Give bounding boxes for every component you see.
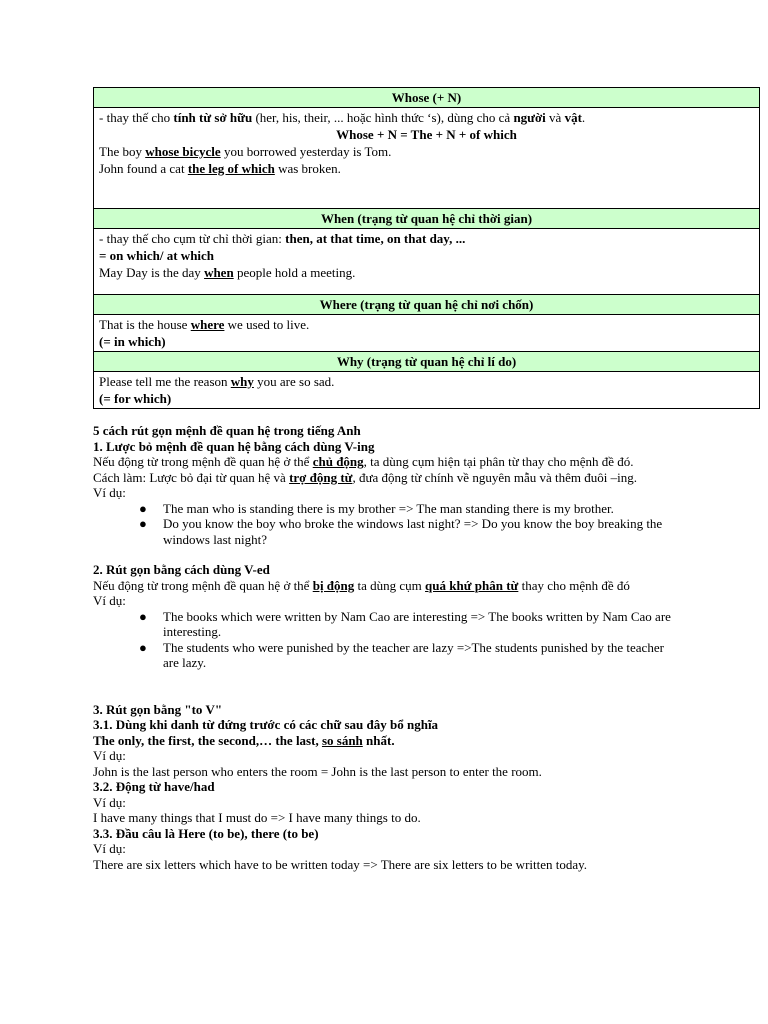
when-equivalent: = on which/ at which — [99, 248, 215, 263]
s3-heading: 3. Rút gọn bằng "to V" — [93, 701, 223, 717]
s2-heading: 2. Rút gọn bằng cách dùng V-ed — [93, 562, 270, 577]
list-item: ● The students who were punished by the teacher are lazy =>The students punished by the teacher are lazy. — [139, 639, 664, 670]
s2-example-label: Ví dụ: — [93, 593, 126, 608]
s2-example-list — [93, 609, 673, 671]
whose-formula: Whose + N = The + N + of which — [336, 127, 517, 142]
where-cell — [94, 315, 760, 352]
whose-example-1: The boy whose bicycle you borrowed yesterday is Tom. — [99, 144, 392, 159]
s3-example-label-1: Ví dụ: — [93, 748, 126, 763]
whose-definition: - thay thế cho tính từ sở hữu (her, his, their, ... hoặc hình thức ‘s), dùng cho cả người và vật. — [99, 110, 586, 125]
s1-example-label: Ví dụ: — [93, 485, 126, 500]
s3-sub2-heading: 3.2. Động từ have/had — [93, 779, 215, 794]
s3-sub1-heading: 3.1. Dùng khi danh từ đứng trước có các chữ sau đây bổ nghĩa — [93, 717, 439, 732]
when-header: When (trạng từ quan hệ chỉ thời gian) — [94, 209, 760, 229]
where-example: That is the house where we used to live. — [99, 317, 310, 332]
s3-example-label-2: Ví dụ: — [93, 794, 126, 810]
where-note: (= in which) — [99, 334, 166, 349]
where-header: Where (trạng từ quan hệ chỉ nơi chốn) — [94, 295, 760, 315]
s1-example-list — [93, 501, 673, 548]
s2-paragraph-1: Nếu động từ trong mệnh đề quan hệ ở thể bị động ta dùng cụm quá khứ phân từ thay cho mệnh đề đó — [93, 577, 630, 593]
why-note: (= for which) — [99, 391, 172, 406]
whose-header: Whose (+ N) — [94, 88, 760, 108]
reduction-section — [93, 423, 673, 872]
list-item: ● The books which were written by Nam Cao are interesting => The books written by Nam Cao are interesting. — [139, 608, 671, 639]
s3-example-2: I have many things that I must do => I have many things to do. — [93, 810, 421, 825]
list-item: ● The man who is standing there is my brother => The man standing there is my brother. — [139, 500, 614, 516]
s3-example-3: There are six letters which have to be written today => There are six letters to be written today. — [93, 856, 588, 872]
list-item: ● Do you know the boy who broke the windows last night? => Do you know the boy breaking the windows last night? — [139, 516, 663, 547]
s3-sub1-keywords: The only, the first, the second,… the last, so sánh nhất. — [93, 732, 395, 748]
why-example: Please tell me the reason why you are so sad. — [99, 374, 335, 389]
s3-example-1: John is the last person who enters the room = John is the last person to enter the room. — [93, 763, 542, 779]
s3-example-label-3: Ví dụ: — [93, 841, 126, 856]
why-header: Why (trạng từ quan hệ chỉ lí do) — [94, 352, 760, 372]
s1-heading: 1. Lược bỏ mệnh đề quan hệ bằng cách dùng V-ing — [93, 438, 375, 454]
s1-paragraph-2: Cách làm: Lược bỏ đại từ quan hệ và trợ động từ, đưa động từ chính về nguyên mẫu và thêm đuôi –ing. — [93, 469, 637, 485]
s1-paragraph-1: Nếu động từ trong mệnh đề quan hệ ở thể chủ động, ta dùng cụm hiện tại phân từ thay cho mệnh đề đó. — [93, 454, 634, 469]
whose-example-2: John found a cat the leg of which was broken. — [99, 161, 341, 176]
s3-sub3-heading: 3.3. Đầu câu là Here (to be), there (to be) — [93, 825, 319, 841]
why-cell — [94, 372, 760, 409]
when-cell — [94, 229, 760, 295]
section-title: 5 cách rút gọn mệnh đề quan hệ trong tiếng Anh — [93, 423, 361, 438]
when-example: May Day is the day when people hold a meeting. — [99, 265, 356, 280]
when-definition: - thay thế cho cụm từ chỉ thời gian: then, at that time, on that day, ... — [99, 231, 466, 246]
whose-cell — [94, 108, 760, 209]
relative-adverbs-table — [93, 87, 760, 409]
